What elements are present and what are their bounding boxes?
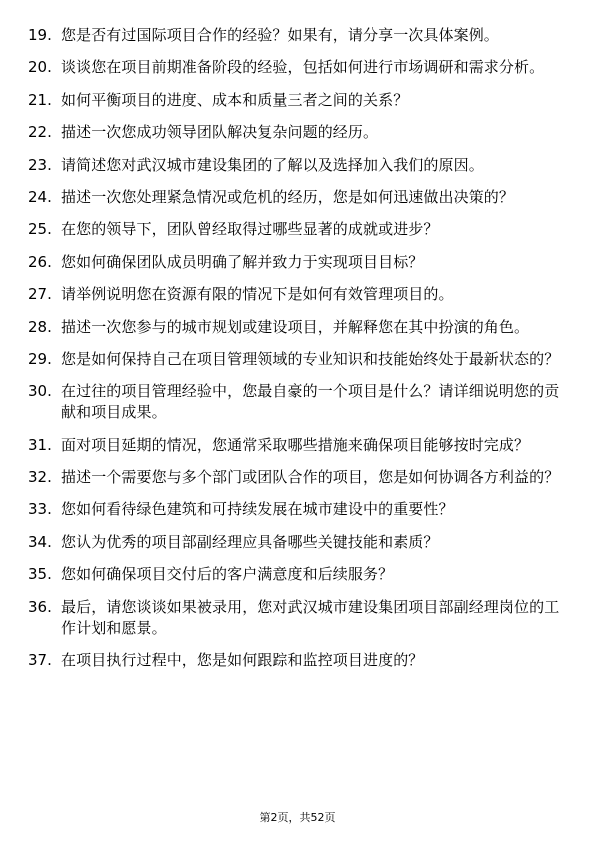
- question-number: 26.: [28, 252, 52, 271]
- question-number: 35.: [28, 565, 52, 584]
- question-item: [28, 435, 568, 456]
- question-item: [28, 284, 568, 305]
- question-number: 25.: [28, 220, 52, 239]
- question-text: 您认为优秀的项目部副经理应具备哪些关键技能和素质？: [61, 532, 439, 551]
- question-text: 面对项目延期的情况，您通常采取哪些措施来确保项目能够按时完成？: [61, 435, 530, 454]
- question-number: 31.: [28, 435, 52, 454]
- question-list: [28, 25, 568, 682]
- question-text: 您是否有过国际项目合作的经验？如果有，请分享一次具体案例。: [61, 26, 499, 44]
- question-text: 您如何确保项目交付后的客户满意度和后续服务？: [61, 565, 394, 584]
- question-item: [28, 90, 568, 111]
- question-item: [28, 155, 568, 176]
- page-number-label: 第2页，共52页: [259, 811, 336, 824]
- question-number: 24.: [28, 187, 52, 206]
- question-item: [28, 467, 568, 488]
- question-text: 您如何看待绿色建筑和可持续发展在城市建设中的重要性？: [61, 500, 454, 519]
- question-text: 在您的领导下，团队曾经取得过哪些显著的成就或进步？: [61, 220, 439, 239]
- question-item: [28, 499, 568, 520]
- question-number: 19.: [28, 26, 52, 44]
- question-number: 34.: [28, 532, 52, 551]
- question-item: [28, 650, 568, 671]
- question-text: 谈谈您在项目前期准备阶段的经验，包括如何进行市场调研和需求分析。: [61, 58, 545, 77]
- question-number: 29.: [28, 349, 52, 368]
- question-text: 您是如何保持自己在项目管理领域的专业知识和技能始终处于最新状态的？: [61, 349, 560, 368]
- question-number: 23.: [28, 155, 52, 174]
- question-text: 描述一个需要您与多个部门或团队合作的项目，您是如何协调各方利益的？: [61, 468, 560, 487]
- question-number: 27.: [28, 285, 52, 304]
- question-number: 21.: [28, 90, 52, 109]
- question-text: 最后，请您谈谈如果被录用，您对武汉城市建设集团项目部副经理岗位的工作计划和愿景。: [61, 597, 560, 637]
- question-item: [28, 564, 568, 585]
- question-text: 描述一次您处理紧急情况或危机的经历，您是如何迅速做出决策的？: [61, 187, 515, 206]
- question-number: 20.: [28, 58, 52, 77]
- question-item: [28, 381, 568, 423]
- question-number: 33.: [28, 500, 52, 519]
- question-number: 22.: [28, 123, 52, 142]
- question-item: [28, 597, 568, 639]
- question-text: 请简述您对武汉城市建设集团的了解以及选择加入我们的原因。: [61, 155, 484, 174]
- question-item: [28, 317, 568, 338]
- question-number: 36.: [28, 597, 52, 616]
- question-item: [28, 57, 568, 78]
- question-text: 在项目执行过程中，您是如何跟踪和监控项目进度的？: [61, 651, 424, 670]
- question-item: [28, 25, 568, 46]
- question-text: 在过往的项目管理经验中，您最自豪的一个项目是什么？请详细说明您的贡献和项目成果。: [61, 382, 560, 422]
- question-item: [28, 187, 568, 208]
- question-item: [28, 219, 568, 240]
- question-text: 请举例说明您在资源有限的情况下是如何有效管理项目的。: [61, 285, 454, 304]
- question-number: 28.: [28, 317, 52, 336]
- question-text: 描述一次您成功领导团队解决复杂问题的经历。: [61, 123, 379, 142]
- question-text: 描述一次您参与的城市规划或建设项目，并解释您在其中扮演的角色。: [61, 317, 530, 336]
- question-number: 37.: [28, 651, 52, 670]
- question-item: [28, 252, 568, 273]
- question-item: [28, 122, 568, 143]
- question-text: 如何平衡项目的进度、成本和质量三者之间的关系？: [61, 90, 409, 109]
- question-item: [28, 532, 568, 553]
- question-number: 32.: [28, 468, 52, 487]
- question-text: 您如何确保团队成员明确了解并致力于实现项目目标？: [61, 252, 424, 271]
- question-item: [28, 349, 568, 370]
- question-number: 30.: [28, 382, 52, 401]
- page-footer: [0, 811, 595, 825]
